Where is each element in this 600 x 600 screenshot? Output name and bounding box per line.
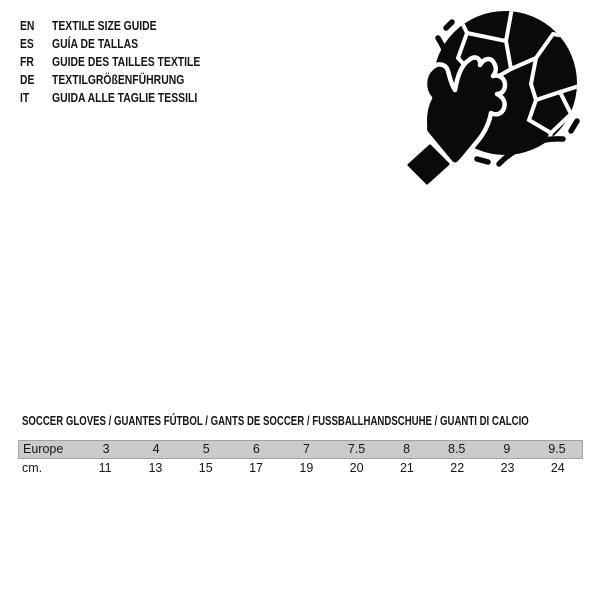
goalkeeper-glove xyxy=(409,58,505,183)
language-row xyxy=(0,53,300,71)
size-value-cell: 7 xyxy=(302,442,310,456)
language-label: GUÍA DE TALLAS xyxy=(52,36,139,51)
row-label-cell: Europe xyxy=(23,442,64,456)
size-value-cell: 19 xyxy=(299,461,314,475)
size-value-cell: 24 xyxy=(550,461,565,475)
language-code: IT xyxy=(20,90,30,105)
size-value-cell: 17 xyxy=(249,461,263,475)
size-value-cell: 7.5 xyxy=(347,442,366,456)
language-code: FR xyxy=(20,54,34,69)
size-table-title: SOCCER GLOVES / GUANTES FÚTBOL / GANTS DE SOCCER / FUSSBALLHANDSCHUHE / GUANTI DI CALCIO xyxy=(22,414,529,428)
language-code: EN xyxy=(20,18,35,33)
size-value-cell: 9 xyxy=(503,442,511,456)
size-value-cell: 23 xyxy=(500,461,515,475)
language-row xyxy=(0,35,300,53)
size-value-cell: 8 xyxy=(403,442,411,456)
goalkeeper-glove-soccer-ball-icon xyxy=(398,0,588,195)
size-table-row-cm xyxy=(18,459,583,477)
size-value-cell: 6 xyxy=(252,442,260,456)
language-row xyxy=(0,17,300,35)
size-value-cell: 15 xyxy=(198,461,213,475)
language-label: TEXTILE SIZE GUIDE xyxy=(52,18,157,33)
language-code: DE xyxy=(20,72,35,87)
size-table-row-europe xyxy=(18,440,583,459)
row-label-cell: cm. xyxy=(22,461,43,475)
size-value-cell: 22 xyxy=(450,461,465,475)
language-code: ES xyxy=(20,36,34,51)
size-value-cell: 11 xyxy=(98,461,112,475)
size-value-cell: 9.5 xyxy=(548,442,566,456)
size-value-cell: 20 xyxy=(349,461,364,475)
size-value-cell: 21 xyxy=(399,461,414,475)
language-label: GUIDE DES TAILLES TEXTILE xyxy=(52,54,201,69)
language-list xyxy=(0,17,300,107)
size-value-cell: 5 xyxy=(202,442,210,456)
size-value-cell: 8.5 xyxy=(448,442,466,456)
size-value-cell: 13 xyxy=(148,461,163,475)
size-value-cell: 4 xyxy=(152,442,160,456)
language-row xyxy=(0,71,300,89)
language-label: TEXTILGRÖßENFÜHRUNG xyxy=(52,72,185,87)
size-value-cell: 3 xyxy=(102,442,110,456)
language-row xyxy=(0,89,300,107)
language-label: GUIDA ALLE TAGLIE TESSILI xyxy=(52,90,198,105)
